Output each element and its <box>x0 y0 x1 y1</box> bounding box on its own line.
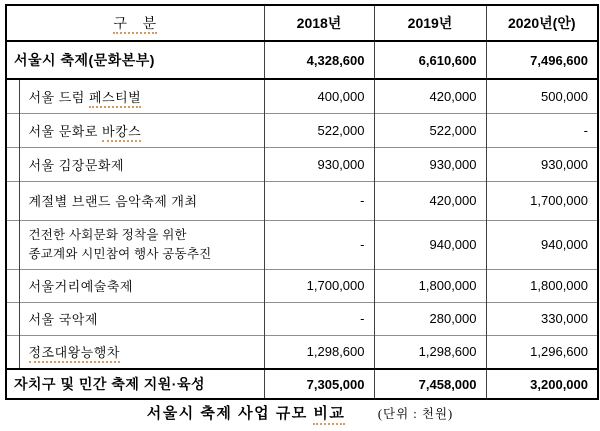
column-header-2018: 2018년 <box>264 5 374 41</box>
value-2020: 330,000 <box>486 302 598 335</box>
row-label: 서울시 축제(문화본부) <box>14 52 155 68</box>
value-2018: 1,700,000 <box>264 269 374 302</box>
indent-cell <box>6 269 19 302</box>
value-2018: 930,000 <box>264 147 374 181</box>
value-2019: 280,000 <box>374 302 486 335</box>
table-caption <box>0 402 600 428</box>
value-2020: - <box>486 113 598 147</box>
row-label: 건전한 사회문화 정착을 위한 종교계와 시민참여 행사 공동추진 <box>19 220 264 269</box>
value-2018: - <box>264 181 374 220</box>
table-row-king-jeongjo-procession <box>6 335 598 369</box>
value-2019: 930,000 <box>374 147 486 181</box>
row-label: 서울 드럼 페스티벌 <box>19 79 264 113</box>
value-2019: 420,000 <box>374 181 486 220</box>
table-row-seasonal-brand-music <box>6 181 598 220</box>
header-row <box>6 5 598 41</box>
row-label: 서울 김장문화제 <box>19 147 264 181</box>
value-2018: 7,305,000 <box>264 369 374 399</box>
value-2020: 500,000 <box>486 79 598 113</box>
value-2020: 7,496,600 <box>486 41 598 79</box>
value-2020: 930,000 <box>486 147 598 181</box>
caption-title: 서울시 축제 사업 규모 비교 <box>147 405 346 425</box>
table-row-gugak-festival <box>6 302 598 335</box>
caption-unit-note: (단위 : 천원) <box>377 407 454 421</box>
festival-budget-table <box>5 4 599 400</box>
value-2019: 7,458,000 <box>374 369 486 399</box>
value-2020: 1,800,000 <box>486 269 598 302</box>
table-row-street-arts-festival <box>6 269 598 302</box>
value-2019: 1,800,000 <box>374 269 486 302</box>
column-header-2019: 2019년 <box>374 5 486 41</box>
value-2018: 522,000 <box>264 113 374 147</box>
row-label: 서울 국악제 <box>19 302 264 335</box>
value-2019: 940,000 <box>374 220 486 269</box>
table-row-drum-festival <box>6 79 598 113</box>
table-row-district-private-support <box>6 369 598 399</box>
indent-cell <box>6 147 19 181</box>
value-2019: 1,298,600 <box>374 335 486 369</box>
row-label: 정조대왕능행차 <box>19 335 264 369</box>
column-header-2020: 2020년(안) <box>486 5 598 41</box>
indent-cell <box>6 302 19 335</box>
value-2020: 1,296,600 <box>486 335 598 369</box>
indent-cell <box>6 79 19 113</box>
value-2018: - <box>264 302 374 335</box>
value-2018: 4,328,600 <box>264 41 374 79</box>
table-row-culture-vacance <box>6 113 598 147</box>
value-2019: 420,000 <box>374 79 486 113</box>
value-2020: 3,200,000 <box>486 369 598 399</box>
value-2020: 940,000 <box>486 220 598 269</box>
value-2018: 400,000 <box>264 79 374 113</box>
indent-cell <box>6 113 19 147</box>
table-row-total-seoul-festivals <box>6 41 598 79</box>
value-2020: 1,700,000 <box>486 181 598 220</box>
row-label: 자치구 및 민간 축제 지원·육성 <box>14 376 206 392</box>
table-row-kimjang-festival <box>6 147 598 181</box>
value-2019: 522,000 <box>374 113 486 147</box>
column-header-category: 구 분 <box>6 5 264 41</box>
row-label: 서울거리예술축제 <box>19 269 264 302</box>
value-2018: - <box>264 220 374 269</box>
value-2019: 6,610,600 <box>374 41 486 79</box>
indent-cell <box>6 181 19 220</box>
value-2018: 1,298,600 <box>264 335 374 369</box>
indent-cell <box>6 220 19 269</box>
indent-cell <box>6 335 19 369</box>
row-label: 계절별 브랜드 음악축제 개최 <box>19 181 264 220</box>
row-label: 서울 문화로 바캉스 <box>19 113 264 147</box>
table-row-sound-social-culture <box>6 220 598 269</box>
